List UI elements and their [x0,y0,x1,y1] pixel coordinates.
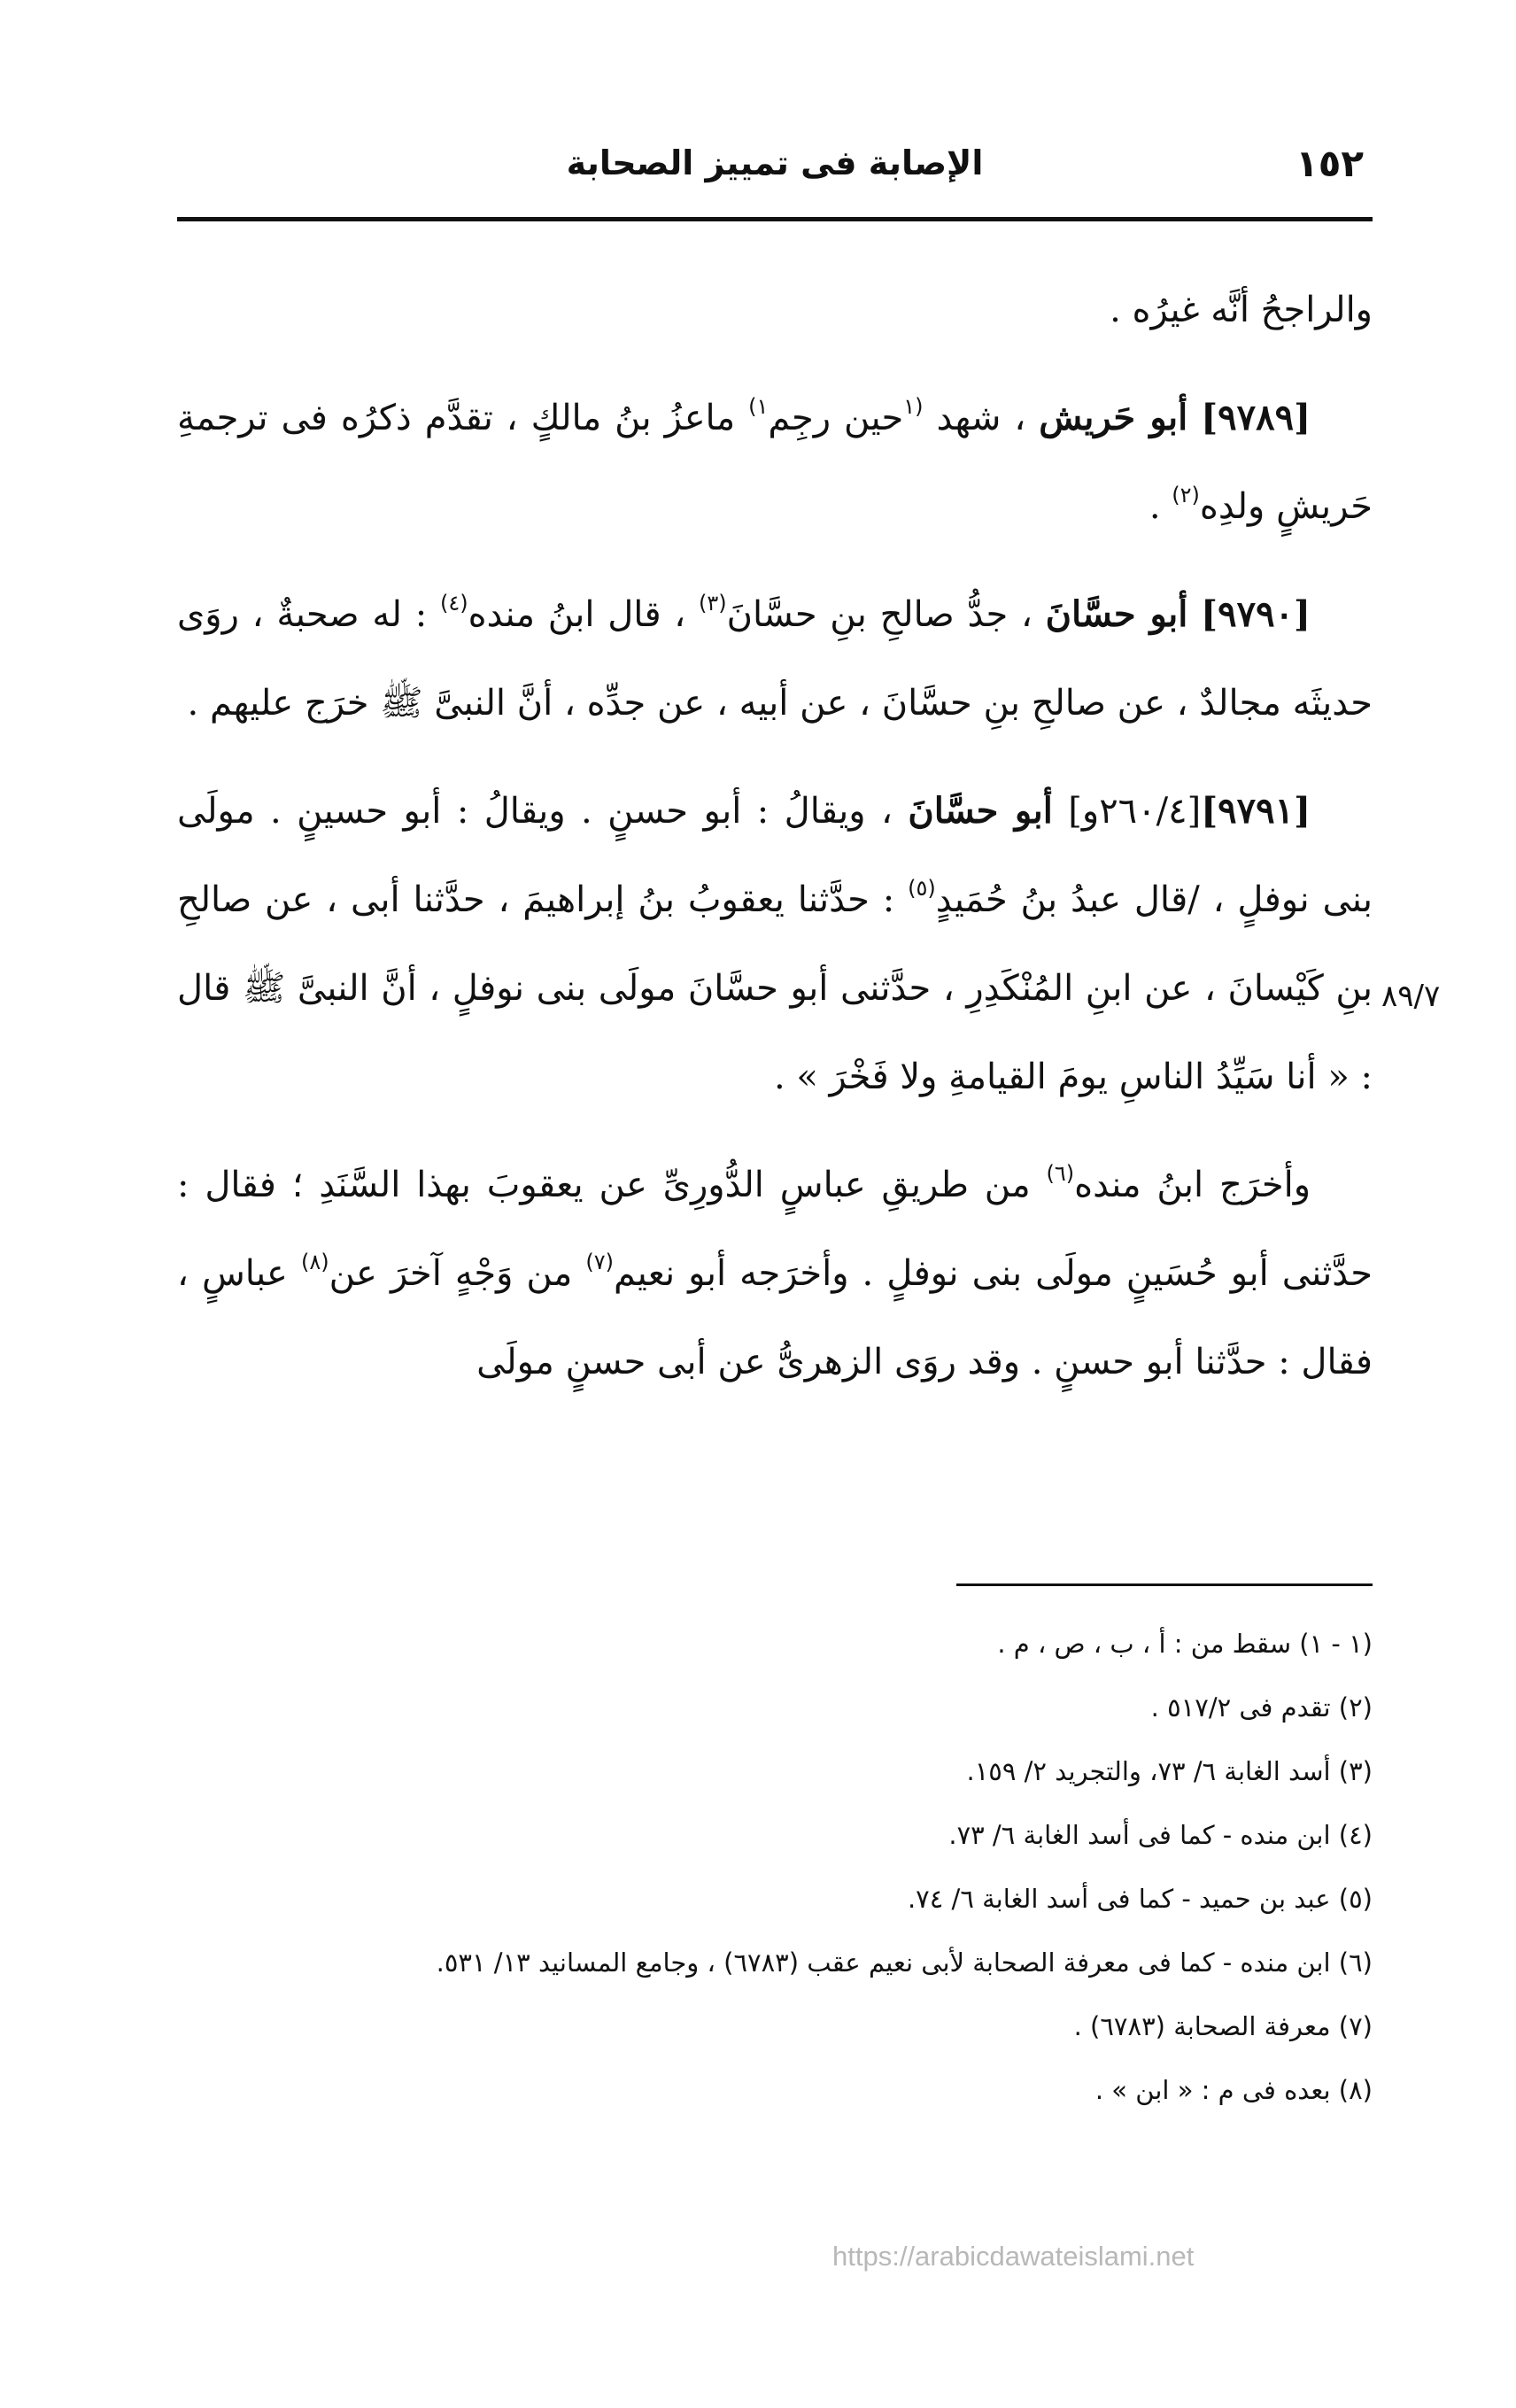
page-header [177,133,1373,195]
entry-text: : له صحبةٌ ، روَى حديثَه مجالدٌ ، عن صالحِ بنِ حسَّانَ ، عن أبيه ، عن جدِّه ، أنَّ النبىَّ ﷺ خرَج عليهم . [177,594,1373,724]
footnote-6: (٦) ابن منده - كما فى معرفة الصحابة لأبى نعيم عقب (٦٧٨٣) ، وجامع المسانيد ١٣/ ٥٣١. [436,1947,1373,1978]
footnote-separator [956,1583,1373,1586]
paragraph-text: من وَجْهٍ آخرَ عن [329,1253,586,1294]
entry-9791 [177,767,1373,1121]
footnote-5: (٥) عبد بن حميد - كما فى أسد الغابة ٦/ ٧٤. [907,1884,1373,1914]
paragraph-text: من طريقِ عباسٍ الدُّورِىِّ عن يعقوبَ بهذا السَّنَدِ ؛ فقال : حدَّثنى أبو حُسَينٍ مولَى بنى نوفلٍ . وأخرَجه أبو نعيم [177,1165,1373,1294]
footnote-ref[interactable]: (٧) [585,1250,614,1274]
entry-text: ، ويقالُ : أبو حسنٍ . ويقالُ : أبو حسينٍ . مولَى بنى نوفلٍ ، /قال عبدُ بنُ حُمَيدٍ [177,791,1373,920]
entry-text: حين رجِم [768,398,904,438]
footnote-ref[interactable]: (٣) [698,591,727,616]
footnotes [177,1612,1373,2122]
watermark-url: https://arabicdawateislami.net [832,2241,1195,2272]
margin-reference: ٨٩/٧ [1381,979,1441,1014]
footnote-ref[interactable]: (٢) [1172,483,1200,507]
paragraph-text: وأخرَج ابنُ منده [1074,1165,1311,1205]
entry-number: [٩٧٨٩] [1201,397,1311,438]
page-number: ١٥٢ [1296,142,1364,185]
entry-text: ، شهد [923,398,1026,438]
header-rule [177,217,1373,221]
main-text [177,266,1373,1406]
paragraph-5 [177,1141,1373,1406]
footnote-8: (٨) بعده فى م : « ابن » . [1094,2075,1373,2105]
footnote-1: (١ - ١) سقط من : أ ، ب ، ص ، م . [997,1629,1373,1659]
footnote-7: (٧) معرفة الصحابة (٦٧٨٣) . [1073,2011,1373,2041]
footnote-ref[interactable]: (٦) [1046,1161,1075,1186]
paragraph-1 [177,266,1373,354]
footnote-4: (٤) ابن منده - كما فى أسد الغابة ٦/ ٧٣. [948,1820,1373,1850]
footnote-ref[interactable]: (٥) [908,876,936,901]
paragraph-1-text: والراجحُ أنَّه غيرُه . [1110,290,1373,330]
footnote-2: (٢) تقدم فى ٥١٧/٢ . [1150,1692,1373,1723]
entry-text: : حدَّثنا يعقوبُ بنُ إبراهيمَ ، حدَّثنا أبى ، عن صالحِ بنِ كَيْسانَ ، عن ابنِ المُنْكَدِرِ ، حدَّثنى أبو حسَّانَ مولَى بنى نوفلٍ ، أنَّ النبىَّ ﷺ قال : « أنا سَيِّدُ الناسِ يومَ القيامةِ ولا فَخْرَ » . [177,879,1373,1097]
footnote-ref[interactable]: (٨) [300,1250,329,1274]
entry-9789 [177,374,1373,551]
manuscript-ref: [٢٦٠/٤و] [1068,791,1202,832]
entry-name: أبو حسَّانَ [908,790,1053,832]
entry-text: . [1149,486,1172,527]
entry-text: ، قال ابنُ منده [468,594,699,635]
entry-text: ماعزُ بنُ مالكٍ ، تقدَّم ذكرُه فى ترجمةِ حَريشٍ ولدِه [177,398,1373,527]
footnote-ref[interactable]: ١) [748,394,769,419]
footnote-ref[interactable]: (١ [903,394,924,419]
footnote-3: (٣) أسد الغابة ٦/ ٧٣، والتجريد ٢/ ١٥٩. [966,1756,1373,1786]
entry-9790 [177,570,1373,747]
footnote-ref[interactable]: (٤) [439,591,468,616]
entry-name: أبو حَريش [1039,397,1188,438]
paragraph-text: عباسٍ ، فقال : حدَّثنا أبو حسنٍ . وقد روَى الزهرىُّ عن أبى حسنٍ مولَى [177,1253,1373,1382]
entry-name: أبو حسَّانَ [1045,593,1188,635]
entry-number: [٩٧٩١] [1201,790,1311,832]
running-title: الإصابة فى تمييز الصحابة [566,143,984,182]
entry-text: ، جدُّ صالحِ بنِ حسَّانَ [726,594,1033,635]
entry-number: [٩٧٩٠] [1201,593,1311,635]
